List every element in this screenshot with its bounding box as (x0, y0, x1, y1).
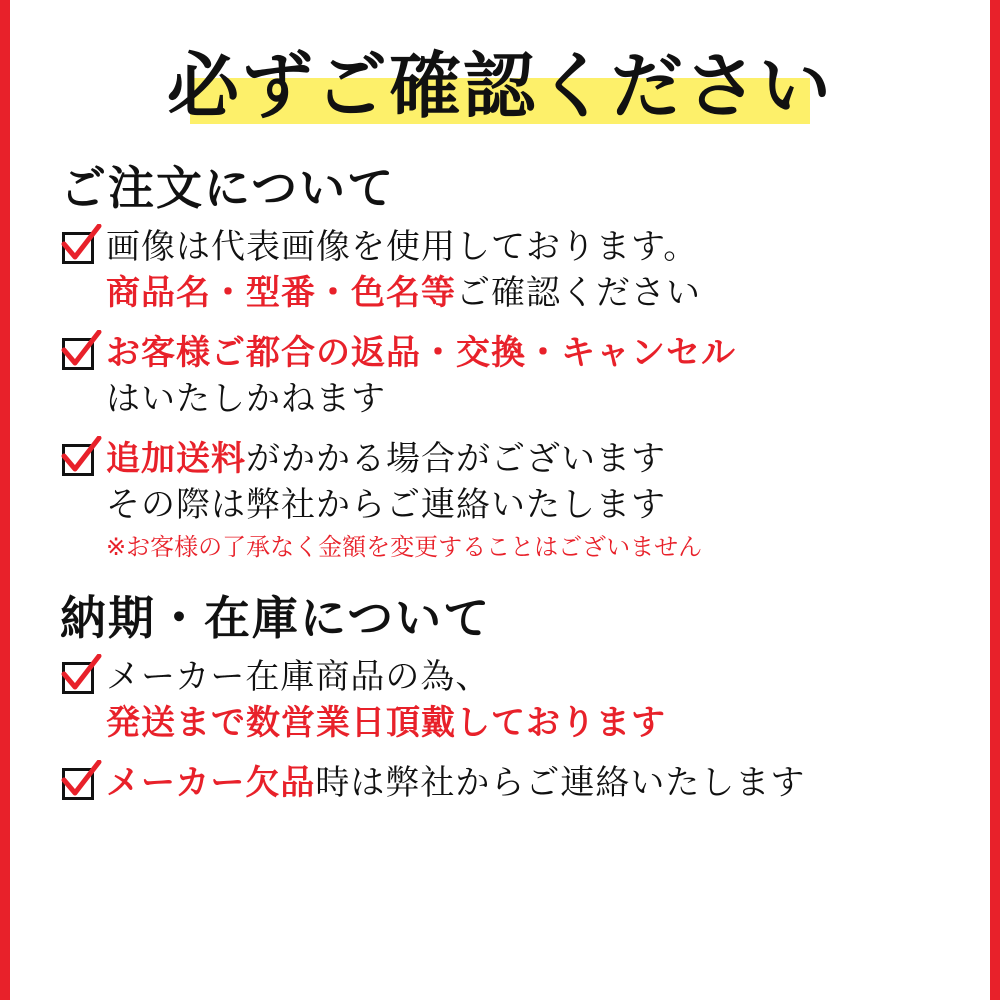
checkbox-checked-icon (58, 764, 102, 808)
list-item (58, 224, 950, 316)
section-orders (50, 152, 950, 564)
list-item-line: お客様ご都合の返品・交換・キャンセル (106, 333, 736, 373)
plain-text: 時は弊社からご連絡いたします (315, 763, 806, 803)
list-item-note: ※お客様の了承なく金額を変更することはございません (106, 533, 703, 561)
emphasis-text: 商品名・型番・色名等 (106, 273, 456, 313)
list-item-line: 画像は代表画像を使用しております。 (106, 227, 699, 267)
list-item-text (106, 224, 950, 316)
checkbox-checked-icon (58, 658, 102, 702)
list-item-line: 発送まで数営業日頂戴しております (106, 703, 666, 743)
list-item-line: その際は弊社からご連絡いたします (106, 485, 666, 525)
list-item (58, 654, 950, 746)
plain-text: がかかる場合がございます (246, 439, 666, 479)
plain-text: ご確認ください (456, 273, 701, 313)
list-item (58, 436, 950, 564)
list-item (58, 760, 950, 808)
page-title: 必ずご確認ください (166, 43, 833, 128)
section-heading: 納期・在庫について (60, 591, 492, 645)
list-item-line (106, 760, 950, 806)
notice-content (20, 0, 980, 1000)
checkbox-checked-icon (58, 334, 102, 378)
title-block (50, 38, 950, 134)
checkbox-checked-icon (58, 440, 102, 484)
list-item-line: メーカー在庫商品の為、 (106, 657, 491, 697)
list-item (58, 330, 950, 422)
list-item-text (106, 654, 950, 746)
list-item-line: はいたしかねます (106, 379, 386, 419)
list-item-text (106, 330, 950, 422)
emphasis-text: メーカー欠品 (106, 763, 316, 803)
section-heading: ご注文について (60, 161, 396, 215)
list-item-text (106, 760, 950, 806)
section-delivery-stock (50, 582, 950, 808)
list-item-text (106, 436, 950, 564)
list-item-line (106, 270, 950, 316)
list-item-line (106, 436, 950, 482)
checkbox-checked-icon (58, 228, 102, 272)
emphasis-text: 追加送料 (106, 439, 246, 479)
